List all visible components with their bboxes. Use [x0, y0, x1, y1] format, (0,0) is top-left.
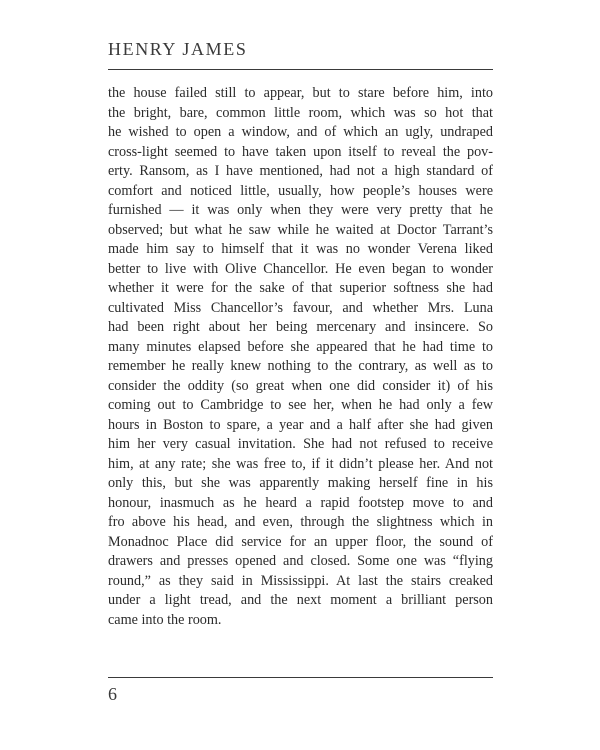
- text-line: Monadnoc Place did service for an upper floor, the sound of: [108, 533, 493, 550]
- page-number: 6: [108, 684, 117, 704]
- text-line: better to live with Olive Chancellor. He even began to wonder: [108, 260, 493, 277]
- text-line: came into the room.: [108, 611, 222, 628]
- running-head: HENRY JAMES: [108, 39, 248, 59]
- text-line: cross-light seemed to have taken upon itself to reveal the pov-: [108, 143, 493, 160]
- text-line: cultivated Miss Chancellor’s favour, and whether Mrs. Luna: [108, 299, 493, 316]
- text-line: him, at any rate; she was free to, if it didn’t please her. And not: [108, 455, 493, 472]
- text-line: under a light tread, and the next moment a brilliant person: [108, 592, 493, 608]
- text-line: comfort and noticed little, usually, how people’s houses were: [108, 182, 493, 199]
- text-line: whether it were for the sake of that superior softness she had: [108, 280, 493, 296]
- body-text: [108, 84, 493, 630]
- text-line: he wished to open a window, and of which an ugly, undraped: [108, 124, 493, 140]
- text-line: remember he really knew nothing to the contrary, as well as to: [108, 358, 493, 374]
- text-line: the bright, bare, common little room, which was so hot that: [108, 104, 493, 121]
- text-line: many minutes elapsed before she appeared that he had time to: [108, 338, 493, 355]
- text-line: made him say to himself that it was no wonder Verena liked: [108, 241, 493, 257]
- text-line: him her very casual invitation. She had not refused to receive: [108, 436, 493, 452]
- text-line: consider the oddity (so great when one did consider it) of his: [108, 377, 493, 394]
- text-line: drawers and presses opened and closed. Some one was “flying: [108, 553, 493, 569]
- text-line: fro above his head, and even, through the slightness which in: [108, 514, 493, 530]
- text-line: coming out to Cambridge to see her, when he had only a few: [108, 397, 493, 413]
- text-line: round,” as they said in Mississippi. At last the stairs creaked: [108, 572, 493, 589]
- text-line: observed; but what he saw while he waited at Doctor Tarrant’s: [108, 221, 493, 238]
- text-line: hours in Boston to spare, a year and a half after she had given: [108, 416, 493, 433]
- text-line: only this, but she was apparently making herself fine in his: [108, 475, 493, 491]
- footer-rule: [108, 677, 493, 678]
- text-line: had been right about her being mercenary and insincere. So: [108, 319, 493, 335]
- text-line: erty. Ransom, as I have mentioned, had not a high standard of: [108, 163, 493, 179]
- text-line: furnished — it was only when they were very pretty that he: [108, 202, 493, 218]
- text-line: the house failed still to appear, but to stare before him, into: [108, 85, 493, 101]
- text-line: honour, inasmuch as he heard a rapid footstep move to and: [108, 494, 493, 511]
- header-rule: [108, 69, 493, 70]
